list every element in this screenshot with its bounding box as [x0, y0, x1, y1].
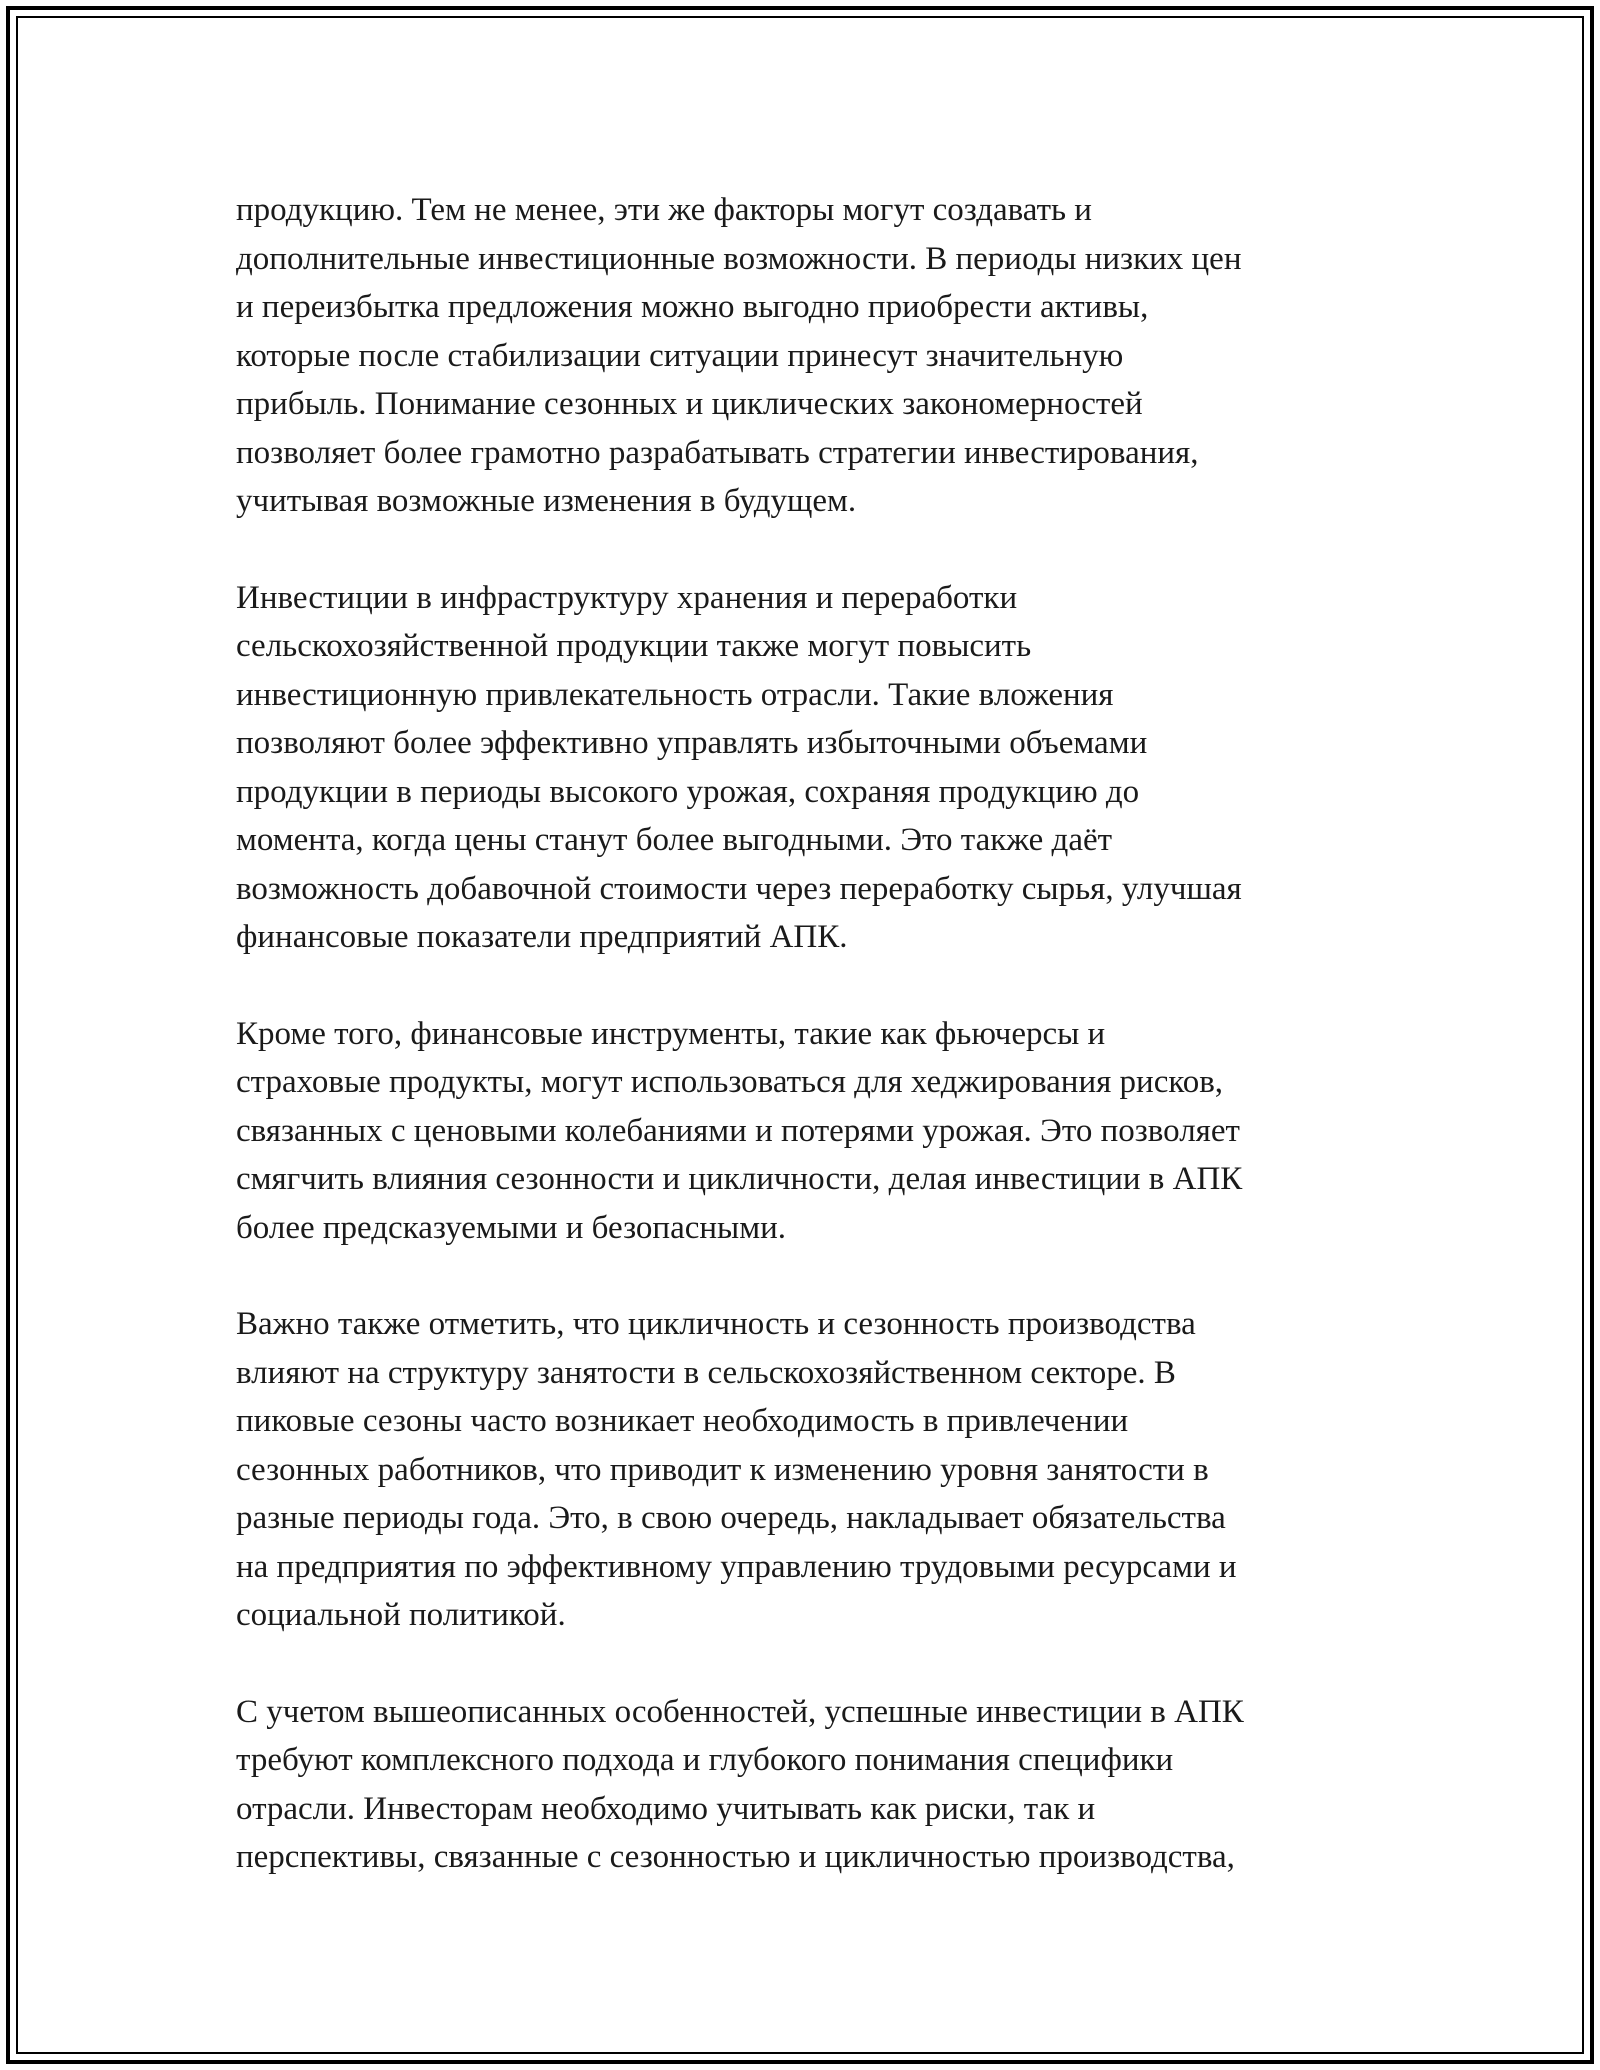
text-line: более предсказуемыми и безопасными. — [236, 1209, 786, 1246]
text-line: социальной политикой. — [236, 1597, 566, 1633]
text-line: позволяет более грамотно разрабатывать стратегии инвестирования, — [236, 434, 1199, 471]
text-line: прибыль. Понимание сезонных и циклических закономерностей — [236, 386, 1143, 422]
paragraph-1 — [236, 186, 1366, 526]
text-line: Важно также отметить, что цикличность и сезонность производства — [236, 1306, 1196, 1342]
text-line: позволяют более эффективно управлять избыточными объемами — [236, 725, 1148, 761]
text-line: продукции в периоды высокого урожая, сохраняя продукцию до — [236, 773, 1140, 810]
paragraph-2 — [236, 574, 1366, 962]
text-line: на предприятия по эффективному управлению трудовыми ресурсами и — [236, 1548, 1237, 1585]
text-line: дополнительные инвестиционные возможности. В периоды низких цен — [236, 240, 1242, 277]
paragraph-3 — [236, 1010, 1366, 1253]
text-line: сезонных работников, что приводит к изменению уровня занятости в — [236, 1451, 1209, 1488]
text-line: С учетом вышеописанных особенностей, успешные инвестиции в АПК — [236, 1693, 1244, 1730]
text-line: сельскохозяйственной продукции также могут повысить — [236, 628, 1032, 664]
text-line: влияют на структуру занятости в сельскохозяйственном секторе. В — [236, 1354, 1176, 1391]
text-line: которые после стабилизации ситуации принесут значительную — [236, 337, 1124, 374]
text-line: связанных с ценовыми колебаниями и потерями урожая. Это позволяет — [236, 1112, 1240, 1149]
text-line: требуют комплексного подхода и глубокого понимания специфики — [236, 1742, 1174, 1778]
text-line: Инвестиции в инфраструктуру хранения и переработки — [236, 579, 1018, 616]
text-line: перспективы, связанные с сезонностью и цикличностью производства, — [236, 1839, 1235, 1875]
text-line: момента, когда цены станут более выгодными. Это также даёт — [236, 822, 1113, 858]
text-line: инвестиционную привлекательность отрасли. Такие вложения — [236, 676, 1114, 713]
text-line: смягчить влияния сезонности и цикличности, делая инвестиции в АПК — [236, 1161, 1243, 1197]
text-line: разные периоды года. Это, в свою очередь, накладывает обязательства — [236, 1500, 1226, 1536]
text-line: и переизбытка предложения можно выгодно приобрести активы, — [236, 289, 1149, 325]
paragraph-5 — [236, 1688, 1366, 1882]
document-body — [236, 186, 1366, 1930]
text-line: финансовые показатели предприятий АПК. — [236, 919, 848, 955]
text-line: продукцию. Тем не менее, эти же факторы могут создавать и — [236, 192, 1092, 228]
text-line: возможность добавочной стоимости через переработку сырья, улучшая — [236, 870, 1242, 907]
paragraph-4 — [236, 1300, 1366, 1640]
text-line: страховые продукты, могут использоваться для хеджирования рисков, — [236, 1064, 1224, 1100]
text-line: отрасли. Инвесторам необходимо учитывать как риски, так и — [236, 1790, 1096, 1827]
text-line: Кроме того, финансовые инструменты, такие как фьючерсы и — [236, 1015, 1106, 1052]
text-line: учитывая возможные изменения в будущем. — [236, 483, 857, 519]
text-line: пиковые сезоны часто возникает необходимость в привлечении — [236, 1403, 1129, 1439]
